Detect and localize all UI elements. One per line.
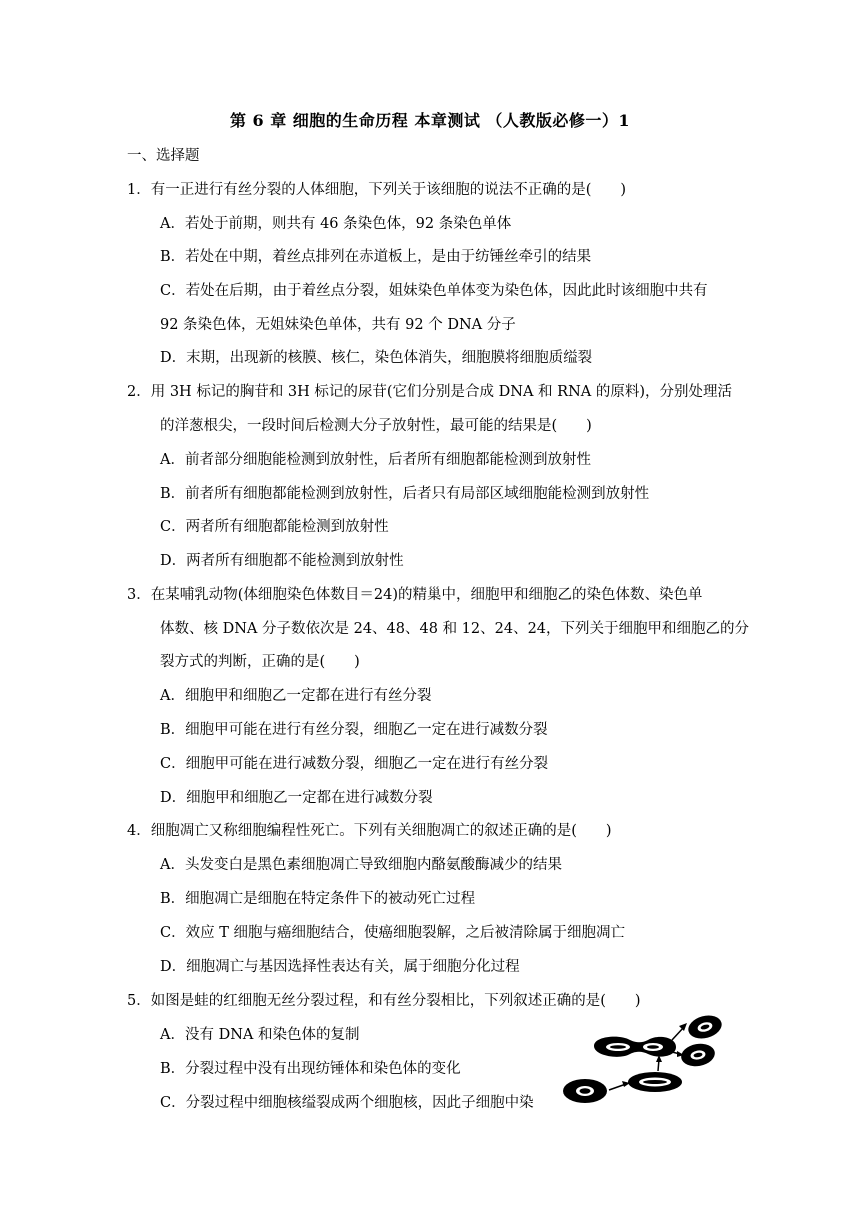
question-2-option-a: A．前者部分细胞能检测到放射性，后者所有细胞都能检测到放射性 [160, 452, 591, 468]
question-3-stem: 3．在某哺乳动物(体细胞染色体数目＝24)的精巢中，细胞甲和细胞乙的染色体数、染色单 [127, 587, 703, 603]
question-3-option-d: D．细胞甲和细胞乙一定都在进行减数分裂 [160, 790, 433, 806]
cell-stage-3 [594, 1037, 676, 1057]
question-3-stem-cont-1: 体数、核 DNA 分子数依次是 24、48、48 和 12、24、24，下列关于细胞甲和细胞乙的分 [160, 621, 750, 637]
question-2-stem: 2．用 3H 标记的胸苷和 3H 标记的尿苷(它们分别是合成 DNA 和 RNA 的原料)，分别处理活 [127, 384, 733, 400]
cell-stage-1 [563, 1079, 607, 1103]
question-5-option-b: B．分裂过程中没有出现纺锤体和染色体的变化 [160, 1061, 461, 1077]
question-3-option-a: A．细胞甲和细胞乙一定都在进行有丝分裂 [160, 688, 432, 704]
daughter-cell-bottom [679, 1041, 716, 1069]
section-heading: 一、选择题 [127, 148, 200, 164]
document-title: 第 6 章 细胞的生命历程 本章测试 （人教版必修一）1 [229, 111, 631, 130]
question-3-stem-cont-2: 裂方式的判断，正确的是( ) [160, 654, 360, 670]
question-1-stem: 1．有一正进行有丝分裂的人体细胞，下列关于该细胞的说法不正确的是( ) [127, 182, 627, 198]
question-2-option-b: B．前者所有细胞都能检测到放射性，后者只有局部区域细胞能检测到放射性 [160, 486, 650, 502]
question-1-option-c: C．若处在后期，由于着丝点分裂，姐妹染色单体变为染色体，因此此时该细胞中共有 [160, 283, 708, 299]
question-2-stem-cont: 的洋葱根尖，一段时间后检测大分子放射性，最可能的结果是( ) [160, 418, 592, 434]
daughter-cell-top [686, 1012, 725, 1042]
amitosis-figure [560, 1010, 730, 1110]
question-1-option-a: A．若处于前期，则共有 46 条染色体，92 条染色单体 [160, 216, 512, 232]
question-1-option-c-cont: 92 条染色体，无姐妹染色单体，共有 92 个 DNA 分子 [160, 317, 516, 333]
question-3-option-b: B．细胞甲可能在进行有丝分裂，细胞乙一定在进行减数分裂 [160, 722, 548, 738]
cell-stage-2 [628, 1072, 682, 1092]
question-4-option-b: B．细胞凋亡是细胞在特定条件下的被动死亡过程 [160, 891, 476, 907]
question-4-option-d: D．细胞凋亡与基因选择性表达有关，属于细胞分化过程 [160, 959, 520, 975]
question-4-stem: 4．细胞凋亡又称细胞编程性死亡。下列有关细胞凋亡的叙述正确的是( ) [127, 823, 612, 839]
question-3-option-c: C．细胞甲可能在进行减数分裂，细胞乙一定在进行有丝分裂 [160, 756, 549, 772]
question-2-option-d: D．两者所有细胞都不能检测到放射性 [160, 553, 404, 569]
question-1-option-b: B．若处在中期，着丝点排列在赤道板上，是由于纺锤丝牵引的结果 [160, 249, 592, 265]
question-5-stem: 5．如图是蛙的红细胞无丝分裂过程，和有丝分裂相比，下列叙述正确的是( ) [127, 993, 641, 1009]
question-5-option-c: C．分裂过程中细胞核缢裂成两个细胞核，因此子细胞中染 [160, 1095, 534, 1111]
question-1-option-d: D．末期，出现新的核膜、核仁，染色体消失，细胞膜将细胞质缢裂 [160, 350, 593, 366]
question-2-option-c: C．两者所有细胞都能检测到放射性 [160, 519, 389, 535]
question-5-option-a: A．没有 DNA 和染色体的复制 [160, 1027, 360, 1043]
question-4-option-c: C．效应 T 细胞与癌细胞结合，使癌细胞裂解，之后被清除属于细胞凋亡 [160, 925, 625, 941]
question-4-option-a: A．头发变白是黑色素细胞凋亡导致细胞内酪氨酸酶减少的结果 [160, 857, 562, 873]
